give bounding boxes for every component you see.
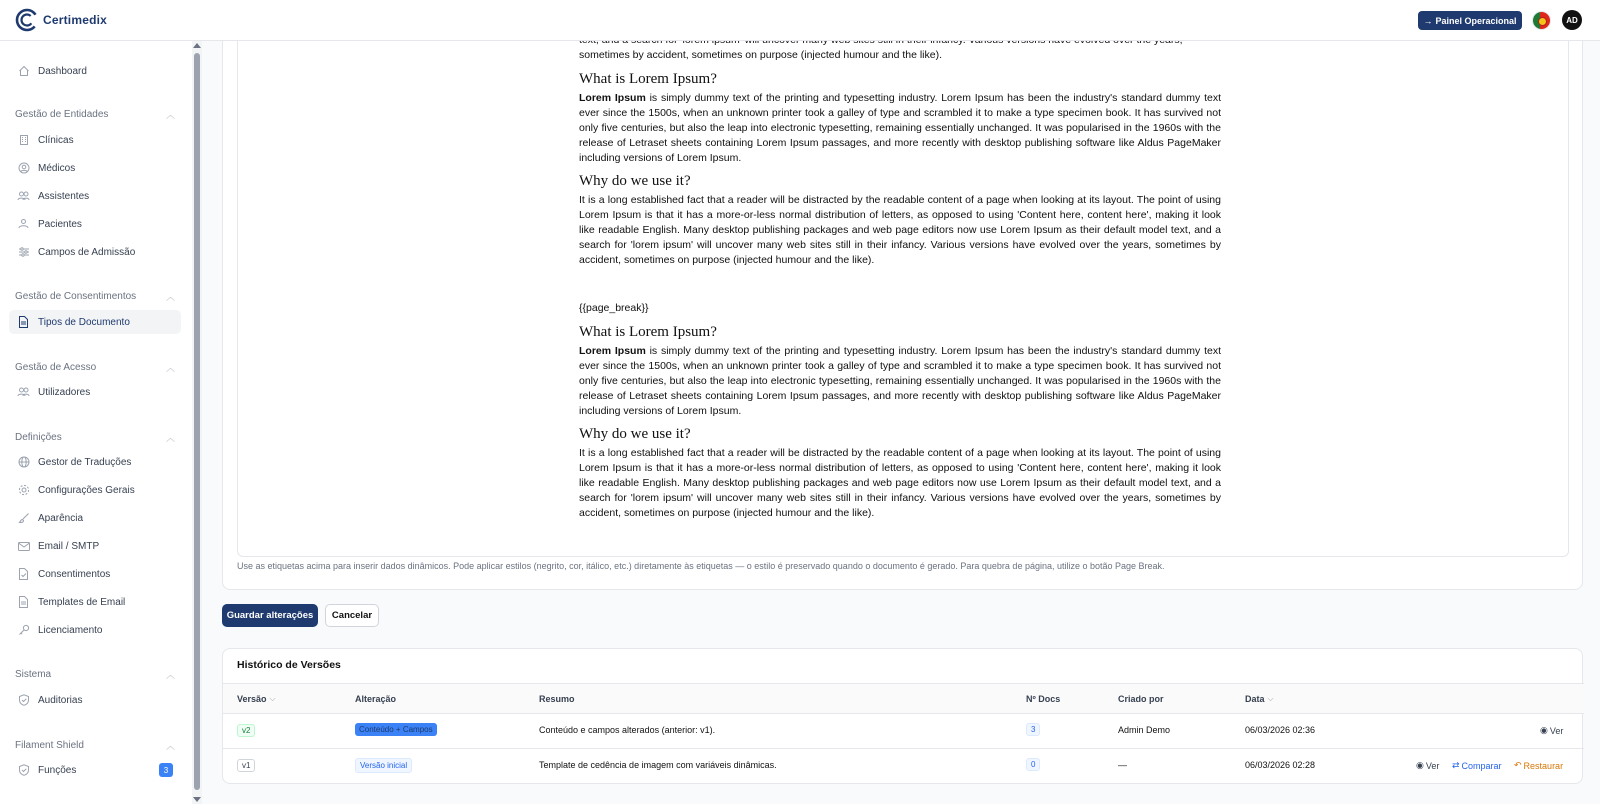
paragraph: sometimes by accident, sometimes on purpose (injected humour and the like). [579,49,943,61]
chevron-up-icon[interactable]: ︿ [165,741,175,751]
users-icon [17,190,30,203]
group-label: Definições [15,432,62,443]
editor-hint-text: Use as etiquetas acima para inserir dados dinâmicos. Pode aplicar estilos (negrito, cor, itálico, etc.) diretamente às etiquetas — o estilo é preservado quando o documento é gerado. Para quebra de página, utilize o botão Page Break. [237,561,1165,571]
sidebar-group-sistema[interactable] [15,668,175,681]
group-label: Filament Shield [15,740,84,751]
version-badge: v2 [237,724,255,737]
sidebar-item-label: Pacientes [38,218,82,230]
sidebar-item-label: Dashboard [38,65,87,77]
sidebar-item-configuracoes-gerais[interactable] [9,478,181,502]
shield-check-icon [17,764,30,777]
painel-operacional-label: Painel Operacional [1435,15,1517,26]
restore-version-button[interactable] [1514,760,1563,771]
funcoes-count-badge: 3 [159,763,173,777]
paragraph [579,344,1221,419]
template-editor-card [222,41,1583,590]
column-header-summary [539,694,575,704]
sidebar-item-templates-email[interactable] [9,590,181,614]
view-version-button[interactable] [1540,725,1563,736]
eye-icon: ◉ [1540,725,1548,735]
sidebar-item-label: Configurações Gerais [38,484,135,496]
heading-why-use: Why do we use it? [579,173,691,189]
lorem-bold: Lorem Ipsum [579,92,646,104]
heading-what-is-lorem: What is Lorem Ipsum? [579,324,717,340]
arrow-right-icon: → [1423,15,1433,26]
user-group-icon [17,218,30,231]
sliders-icon [17,246,30,259]
paragraph: It is a long established fact that a reader will be distracted by the readable content of a page when looking at its layout. The point of using Lorem Ipsum is that it has a more-or-less normal distribution of letters, as opposed to using 'Content here, content here', making it look like readable English. Many desktop publishing packages and web page editors now use Lorem Ipsum as their default model text, and a search for 'lorem ipsum' will uncover many web sites still in their infancy. Various versions have evolved over the years, sometimes by accident, sometimes on purpose (injected humour and the like). [579,447,1221,519]
arrows-compare-icon: ⇄ [1452,760,1460,770]
sidebar-item-utilizadores[interactable] [9,380,181,404]
group-label: Gestão de Acesso [15,362,97,373]
sidebar-item-dashboard[interactable] [9,59,181,83]
sidebar-item-campos-admissao[interactable] [9,240,181,264]
action-label: Restaurar [1523,760,1564,771]
column-header-created-by [1118,694,1164,704]
user-avatar[interactable]: AD [1562,10,1582,30]
scroll-down-arrow-icon[interactable] [193,797,201,802]
document-icon [17,596,30,609]
table-header [223,683,1584,714]
action-label: Comparar [1461,760,1502,771]
sidebar-item-label: Médicos [38,162,76,174]
chevron-up-icon[interactable]: ︿ [165,110,175,120]
compare-version-button[interactable] [1452,760,1502,771]
users-icon [17,386,30,399]
sidebar-item-label: Campos de Admissão [38,246,136,258]
group-label: Gestão de Consentimentos [15,291,137,302]
sidebar-item-pacientes[interactable] [9,212,181,236]
action-label: Ver [1549,725,1564,736]
envelope-icon [17,540,30,553]
sidebar-item-licenciamento[interactable] [9,618,181,642]
summary-cell: Template de cedência de imagem com variáveis dinâmicas. [539,760,777,770]
sidebar-item-label: Aparência [38,512,84,524]
certimedix-logo-icon [15,8,39,32]
save-changes-button[interactable]: Guardar alterações [222,604,318,627]
sidebar-group-gestao-acesso[interactable] [15,361,175,374]
brand-name: Certimedix [43,13,108,27]
docs-count-badge: 0 [1026,758,1040,771]
sidebar-item-label: Consentimentos [38,568,111,580]
created-by-cell: Admin Demo [1118,725,1171,735]
heading-why-use: Why do we use it? [579,426,691,442]
paragraph: It is a long established fact that a reader will be distracted by the readable content of a page when looking at its layout. The point of using Lorem Ipsum is that it has a more-or-less normal distribution of letters, as opposed to using 'Content here, content here', making it look like readable English. Many desktop publishing packages and web page editors now use Lorem Ipsum as their default model text, and a search for 'lorem ipsum' will uncover many web sites still in their infancy. Various versions have evolved over the years, sometimes by accident, sometimes on purpose (injected humour and the like). [579,194,1221,266]
sidebar-item-clinicas[interactable] [9,128,181,152]
column-label: Data [1245,694,1265,704]
sidebar-item-email-smtp[interactable] [9,534,181,558]
key-icon [17,624,30,637]
language-flag-portugal-icon[interactable] [1532,11,1551,30]
document-check-icon [17,568,30,581]
paint-brush-icon [17,512,30,525]
sidebar-group-gestao-entidades[interactable] [15,108,175,121]
sidebar [0,41,192,804]
undo-arrow-icon: ↶ [1514,760,1522,770]
shield-check-icon [17,694,30,707]
table-row [223,749,1584,784]
column-label: Nº Docs [1026,694,1061,704]
column-header-date[interactable] [1245,694,1274,704]
summary-cell: Conteúdo e campos alterados (anterior: v1). [539,725,716,735]
docs-count-badge: 3 [1026,723,1040,736]
table-row [223,714,1584,749]
lorem-text: is simply dummy text of the printing and typesetting industry. Lorem Ipsum has been the industry's standard dummy text ever since the 1500s, when an unknown printer took a galley of type and scrambled it to make a type specimen book. It has survived not only five centuries, but also the leap into electronic typesetting, remaining essentially unchanged. It was popularised in the 1960s with the release of Letraset sheets containing Lorem Ipsum passages, and more recently with desktop publishing software like Aldus PageMaker including versions of Lorem Ipsum. [579,345,1221,417]
chevron-up-icon[interactable]: ︿ [165,433,175,443]
date-cell: 06/03/2026 02:28 [1245,760,1316,770]
editor-content [579,33,1221,521]
document-text-icon [17,316,30,329]
chevron-up-icon[interactable]: ︿ [165,292,175,302]
sidebar-item-label: Assistentes [38,190,90,202]
chevron-down-icon: ⌵ [1267,694,1274,703]
scroll-up-arrow-icon[interactable] [193,43,201,48]
sidebar-item-tipos-documento[interactable] [9,310,181,334]
column-label: Alteração [355,694,397,704]
sidebar-item-label: Auditorias [38,694,83,706]
sidebar-scrollbar[interactable] [192,41,202,804]
brand-logo[interactable] [15,8,107,32]
top-bar [0,0,1600,41]
group-label: Gestão de Entidades [15,109,109,120]
created-by-cell: — [1118,760,1127,770]
date-cell: 06/03/2026 02:36 [1245,725,1316,735]
group-label: Sistema [15,669,52,680]
action-label: Ver [1425,760,1440,771]
column-label: Criado por [1118,694,1164,704]
sidebar-item-aparencia[interactable] [9,506,181,530]
sidebar-item-label: Gestor de Traduções [38,456,132,468]
sidebar-item-label: Utilizadores [38,386,91,398]
page-break-tag: {{page_break}} [579,302,649,314]
change-badge: Versão inicial [355,758,412,773]
lorem-bold: Lorem Ipsum [579,345,646,357]
column-header-version[interactable] [237,694,276,704]
scrollbar-thumb[interactable] [194,53,200,790]
sidebar-group-gestao-consentimentos[interactable] [15,290,175,303]
heading-what-is-lorem: What is Lorem Ipsum? [579,71,717,87]
cancel-button[interactable]: Cancelar [325,604,379,627]
column-header-docs [1026,694,1060,704]
globe-icon [17,456,30,469]
change-badge: Conteúdo + Campos [355,723,437,736]
sidebar-item-auditorias[interactable] [9,688,181,712]
sidebar-group-definicoes[interactable] [15,431,175,444]
column-label: Versão [237,694,267,704]
sidebar-item-gestor-traducoes[interactable] [9,450,181,474]
version-history-card [222,648,1583,784]
paragraph [579,91,1221,166]
chevron-up-icon[interactable]: ︿ [165,363,175,373]
gear-icon [17,484,30,497]
chevron-up-icon[interactable]: ︿ [165,670,175,680]
sidebar-item-label: Clínicas [38,134,74,146]
user-circle-icon [17,162,30,175]
version-history-title: Histórico de Versões [237,659,341,671]
building-icon [17,134,30,147]
chevron-down-icon: ⌵ [269,694,276,703]
column-header-change [355,694,396,704]
eye-icon: ◉ [1416,760,1424,770]
lorem-text: is simply dummy text of the printing and typesetting industry. Lorem Ipsum has been the industry's standard dummy text ever since the 1500s, when an unknown printer took a galley of type and scrambled it to make a type specimen book. It has survived not only five centuries, but also the leap into electronic typesetting, remaining essentially unchanged. It was popularised in the 1960s with the release of Letraset sheets containing Lorem Ipsum passages, and more recently with desktop publishing software like Aldus PageMaker including versions of Lorem Ipsum. [579,92,1221,164]
sidebar-item-assistentes[interactable] [9,184,181,208]
sidebar-item-label: Licenciamento [38,624,103,636]
sidebar-item-consentimentos[interactable] [9,562,181,586]
sidebar-item-label: Funções [38,764,77,776]
column-label: Resumo [539,694,575,704]
sidebar-item-label: Email / SMTP [38,540,100,552]
sidebar-item-funcoes[interactable] [9,758,181,782]
sidebar-group-filament-shield[interactable] [15,739,175,752]
sidebar-item-label: Tipos de Documento [38,316,130,328]
home-icon [17,65,30,78]
sidebar-item-medicos[interactable] [9,156,181,180]
sidebar-item-label: Templates de Email [38,596,126,608]
version-badge: v1 [237,759,255,772]
rich-text-editor[interactable] [237,41,1569,557]
view-version-button[interactable] [1416,760,1439,771]
painel-operacional-button[interactable] [1418,11,1522,30]
